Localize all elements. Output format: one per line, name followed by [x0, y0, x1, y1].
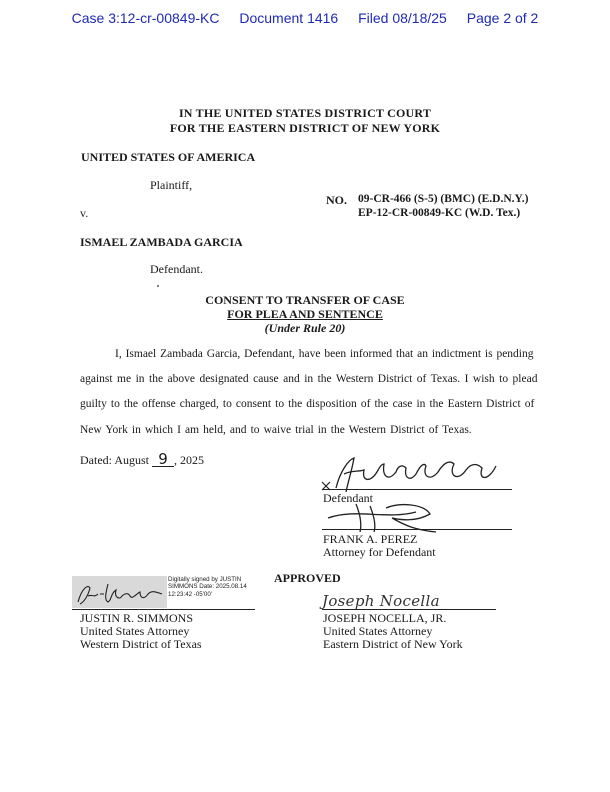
case-no-label: NO. — [326, 193, 347, 207]
plaintiff-name: UNITED STATES OF AMERICA — [81, 150, 256, 164]
versus: v. — [80, 206, 89, 220]
document-title-line2: FOR PLEA AND SENTENCE — [227, 307, 383, 321]
case-number: Case 3:12-cr-00849-KC — [71, 10, 220, 26]
body-line-2: against me in the above designated cause and in the Western District of Texas. I wish to plead — [80, 373, 538, 385]
simmons-title: United States Attorney — [80, 624, 190, 638]
dated-day: 9 — [152, 453, 174, 467]
defendant-signature-line — [322, 489, 512, 490]
document-title-line1: CONSENT TO TRANSFER OF CASE — [205, 293, 405, 307]
page-number: Page 2 of 2 — [466, 10, 539, 26]
court-heading-line1: IN THE UNITED STATES DISTRICT COURT — [178, 106, 432, 120]
filed-date: Filed 08/18/25 — [358, 10, 447, 26]
simmons-signature-line — [72, 609, 255, 610]
document-title-rule: (Under Rule 20) — [264, 321, 346, 335]
speck — [157, 285, 159, 287]
simmons-name: JUSTIN R. SIMMONS — [80, 611, 194, 625]
nocella-name: JOSEPH NOCELLA, JR. — [323, 611, 447, 625]
defendant-name: ISMAEL ZAMBADA GARCIA — [80, 235, 243, 249]
nocella-title: United States Attorney — [323, 624, 433, 638]
defendant-role: Defendant. — [150, 262, 203, 276]
document-number: Document 1416 — [239, 10, 339, 26]
approved-label: APPROVED — [274, 571, 341, 585]
court-heading-line2: FOR THE EASTERN DISTRICT OF NEW YORK — [169, 121, 441, 135]
nocella-signature: Joseph Nocella — [322, 592, 440, 610]
simmons-district: Western District of Texas — [80, 637, 202, 651]
attorney-signature-line — [322, 529, 512, 530]
body-line-1: I, Ismael Zambada Garcia, Defendant, have been informed that an indictment is pending — [115, 348, 534, 360]
defendant-label: Defendant — [323, 491, 373, 505]
digital-signature-text: Digitally signed by JUSTIN SIMMONS Date: 2025.08.14 12:23:42 -05'00' — [168, 576, 247, 598]
dated-year: , 2025 — [174, 453, 204, 467]
dated-prefix: Dated: August — [80, 453, 149, 467]
nocella-district: Eastern District of New York — [323, 637, 463, 651]
nocella-signature-line — [322, 609, 496, 610]
body-line-4: New York in which I am held, and to waive trial in the Western District of Texas. — [80, 424, 472, 436]
case-no-edny: 09-CR-466 (S-5) (BMC) (E.D.N.Y.) — [358, 193, 529, 205]
attorney-name: FRANK A. PEREZ — [323, 532, 418, 546]
dated-line — [80, 450, 204, 468]
case-no-wdtex: EP-12-CR-00849-KC (W.D. Tex.) — [358, 207, 521, 219]
simmons-signature — [74, 580, 169, 608]
body-line-3: guilty to the offense charged, to consent to the disposition of the case in the Eastern District of — [80, 398, 535, 410]
attorney-title: Attorney for Defendant — [323, 545, 436, 559]
filing-header — [0, 10, 610, 26]
plaintiff-role: Plaintiff, — [150, 178, 193, 192]
